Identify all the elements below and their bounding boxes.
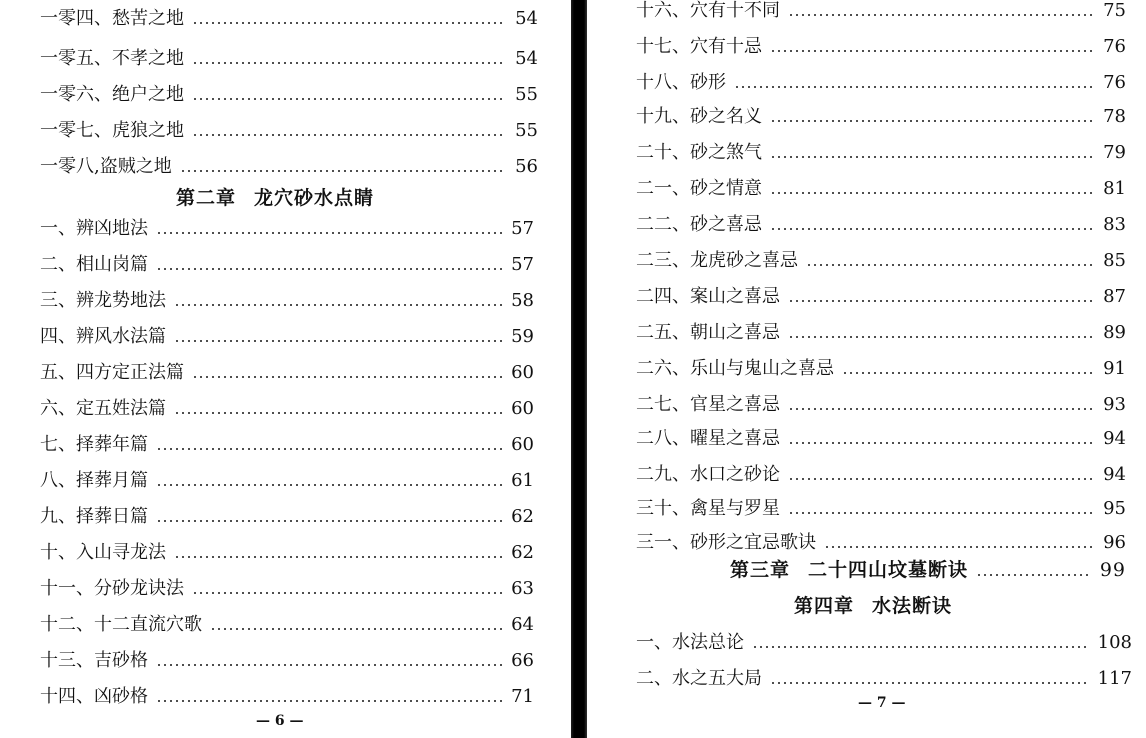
- toc-entry: [636, 28, 1126, 58]
- entry-title: 一零七、虎狼之地: [40, 120, 184, 141]
- entry-page-number: 60: [511, 362, 534, 383]
- entry-page-number: 94: [1103, 464, 1126, 485]
- toc-entry: [636, 64, 1126, 94]
- toc-entry: [40, 210, 534, 240]
- dot-leader: [174, 556, 502, 558]
- entry-page-number: 96: [1103, 532, 1126, 553]
- entry-title: 二九、水口之砂论: [636, 464, 780, 485]
- dot-leader: [788, 442, 1094, 444]
- entry-page-number: 56: [515, 156, 538, 177]
- entry-title: 十一、分砂龙诀法: [40, 578, 184, 599]
- dot-leader: [770, 156, 1094, 158]
- toc-entry: [636, 456, 1126, 486]
- page-number-footer: — 7 —: [858, 695, 906, 711]
- dot-leader: [788, 14, 1094, 16]
- book-spine: [571, 0, 587, 738]
- toc-entry: [40, 148, 538, 178]
- entry-title: 三一、砂形之宜忌歌诀: [636, 532, 816, 553]
- toc-entry: [636, 660, 1132, 690]
- toc-entry: [636, 278, 1126, 308]
- chapter-heading: [176, 186, 374, 210]
- entry-title: 三十、禽星与罗星: [636, 498, 780, 519]
- entry-page-number: 55: [515, 84, 538, 105]
- chapter-heading: [794, 594, 952, 618]
- dot-leader: [156, 520, 502, 522]
- entry-page-number: 62: [511, 542, 534, 563]
- toc-entry: [40, 354, 534, 384]
- toc-entry: [40, 76, 538, 106]
- dot-leader: [734, 86, 1094, 88]
- entry-title: 八、择葬月篇: [40, 470, 148, 491]
- chapter-name: 水法断诀: [872, 595, 953, 617]
- dot-leader: [192, 62, 506, 64]
- entry-title: 十三、吉砂格: [40, 650, 148, 671]
- toc-entry: [636, 0, 1126, 22]
- chapter-heading: [730, 558, 1126, 582]
- dot-leader: [156, 484, 502, 486]
- toc-entry: [40, 0, 538, 30]
- toc-entry: [636, 314, 1126, 344]
- toc-entry: [636, 350, 1126, 380]
- chapter-name: 二十四山坟墓断诀: [808, 559, 969, 581]
- entry-title: 七、择葬年篇: [40, 434, 148, 455]
- entry-page-number: 79: [1103, 142, 1126, 163]
- toc-entry: [636, 624, 1132, 654]
- entry-title: 二八、曜星之喜忌: [636, 428, 780, 449]
- toc-entry: [40, 246, 534, 276]
- dot-leader: [788, 478, 1094, 480]
- entry-page-number: 66: [511, 650, 534, 671]
- dot-leader: [180, 170, 506, 172]
- entry-title: 六、定五姓法篇: [40, 398, 166, 419]
- dot-leader: [174, 412, 502, 414]
- entry-title: 十八、砂形: [636, 72, 726, 93]
- entry-title: 一零八,盗贼之地: [40, 156, 172, 177]
- entry-title: 二六、乐山与鬼山之喜忌: [636, 358, 834, 379]
- entry-title: 二二、砂之喜忌: [636, 214, 762, 235]
- dot-leader: [770, 50, 1094, 52]
- toc-entry: [636, 242, 1126, 272]
- toc-entry: [636, 524, 1126, 554]
- entry-title: 二三、龙虎砂之喜忌: [636, 250, 798, 271]
- entry-page-number: 55: [515, 120, 538, 141]
- chapter-number: 第二章: [176, 187, 237, 209]
- toc-entry: [40, 534, 534, 564]
- entry-title: 十、入山寻龙法: [40, 542, 166, 563]
- entry-title: 一零四、愁苦之地: [40, 8, 184, 29]
- entry-page-number: 87: [1103, 286, 1126, 307]
- entry-title: 十九、砂之名义: [636, 106, 762, 127]
- entry-page-number: 89: [1103, 322, 1126, 343]
- dot-leader: [842, 372, 1094, 374]
- entry-page-number: 54: [515, 8, 538, 29]
- entry-page-number: 62: [511, 506, 534, 527]
- toc-entry: [40, 112, 538, 142]
- toc-entry: [636, 420, 1126, 450]
- dot-leader: [210, 628, 502, 630]
- dot-leader: [192, 134, 506, 136]
- chapter-name: 龙穴砂水点睛: [254, 187, 375, 209]
- toc-entry: [40, 390, 534, 420]
- entry-page-number: 59: [511, 326, 534, 347]
- dot-leader: [156, 268, 502, 270]
- entry-title: 二七、官星之喜忌: [636, 394, 780, 415]
- entry-page-number: 91: [1103, 358, 1126, 379]
- dot-leader: [192, 22, 506, 24]
- dot-leader: [192, 98, 506, 100]
- toc-entry: [40, 642, 534, 672]
- toc-entry: [40, 498, 534, 528]
- entry-page-number: 81: [1103, 178, 1126, 199]
- entry-page-number: 57: [511, 218, 534, 239]
- dot-leader: [174, 304, 502, 306]
- toc-entry: [636, 386, 1126, 416]
- entry-page-number: 64: [511, 614, 534, 635]
- right-page: [592, 0, 1146, 738]
- entry-title: 二五、朝山之喜忌: [636, 322, 780, 343]
- entry-page-number: 94: [1103, 428, 1126, 449]
- dot-leader: [824, 546, 1094, 548]
- toc-entry: [40, 282, 534, 312]
- entry-page-number: 57: [511, 254, 534, 275]
- chapter-number: 第四章: [794, 595, 855, 617]
- entry-title: 一零五、不孝之地: [40, 48, 184, 69]
- dot-leader: [156, 664, 502, 666]
- entry-page-number: 60: [511, 398, 534, 419]
- entry-page-number: 75: [1103, 0, 1126, 21]
- dot-leader: [788, 300, 1094, 302]
- entry-page-number: 60: [511, 434, 534, 455]
- entry-title: 四、辨风水法篇: [40, 326, 166, 347]
- entry-page-number: 76: [1103, 72, 1126, 93]
- entry-title: 十四、凶砂格: [40, 686, 148, 707]
- toc-entry: [636, 98, 1126, 128]
- dot-leader: [156, 448, 502, 450]
- entry-page-number: 83: [1103, 214, 1126, 235]
- entry-title: 二十、砂之煞气: [636, 142, 762, 163]
- entry-title: 十二、十二直流穴歌: [40, 614, 202, 635]
- entry-page-number: 78: [1103, 106, 1126, 127]
- entry-page-number: 58: [511, 290, 534, 311]
- toc-entry: [40, 426, 534, 456]
- dot-leader: [788, 408, 1094, 410]
- dot-leader: [156, 700, 502, 702]
- dot-leader: [770, 682, 1090, 684]
- dot-leader: [156, 232, 502, 234]
- entry-page-number: 95: [1103, 498, 1126, 519]
- dot-leader: [788, 512, 1094, 514]
- entry-title: 五、四方定正法篇: [40, 362, 184, 383]
- entry-title: 二一、砂之情意: [636, 178, 762, 199]
- toc-entry: [40, 678, 534, 708]
- dot-leader: [770, 120, 1094, 122]
- chapter-page-number: 99: [1099, 559, 1126, 581]
- entry-page-number: 63: [511, 578, 534, 599]
- entry-page-number: 85: [1103, 250, 1126, 271]
- toc-entry: [636, 170, 1126, 200]
- entry-title: 三、辨龙势地法: [40, 290, 166, 311]
- entry-page-number: 93: [1103, 394, 1126, 415]
- entry-title: 十六、穴有十不同: [636, 0, 780, 21]
- toc-entry: [40, 570, 534, 600]
- toc-entry: [40, 40, 538, 70]
- dot-leader: [806, 264, 1094, 266]
- toc-entry: [636, 490, 1126, 520]
- entry-page-number: 54: [515, 48, 538, 69]
- entry-title: 二、相山岗篇: [40, 254, 148, 275]
- chapter-number: 第三章: [730, 559, 791, 581]
- dot-leader: [174, 340, 502, 342]
- entry-title: 一、水法总论: [636, 632, 744, 653]
- entry-page-number: 76: [1103, 36, 1126, 57]
- toc-entry: [636, 134, 1126, 164]
- entry-page-number: 61: [511, 470, 534, 491]
- dot-leader: [770, 228, 1094, 230]
- entry-title: 一零六、绝户之地: [40, 84, 184, 105]
- entry-page-number: 108: [1097, 632, 1132, 653]
- entry-title: 二、水之五大局: [636, 668, 762, 689]
- dot-leader: [192, 592, 502, 594]
- entry-page-number: 71: [511, 686, 534, 707]
- toc-entry: [636, 206, 1126, 236]
- entry-page-number: 117: [1097, 668, 1132, 689]
- toc-entry: [40, 606, 534, 636]
- toc-entry: [40, 462, 534, 492]
- page-number-footer: — 6 —: [256, 713, 304, 729]
- entry-title: 九、择葬日篇: [40, 506, 148, 527]
- dot-leader: [752, 646, 1090, 648]
- toc-entry: [40, 318, 534, 348]
- entry-title: 二四、案山之喜忌: [636, 286, 780, 307]
- entry-title: 十七、穴有十忌: [636, 36, 762, 57]
- dot-leader: [976, 574, 1092, 576]
- dot-leader: [788, 336, 1094, 338]
- dot-leader: [192, 376, 502, 378]
- dot-leader: [770, 192, 1094, 194]
- left-page: [0, 0, 570, 738]
- entry-title: 一、辨凶地法: [40, 218, 148, 239]
